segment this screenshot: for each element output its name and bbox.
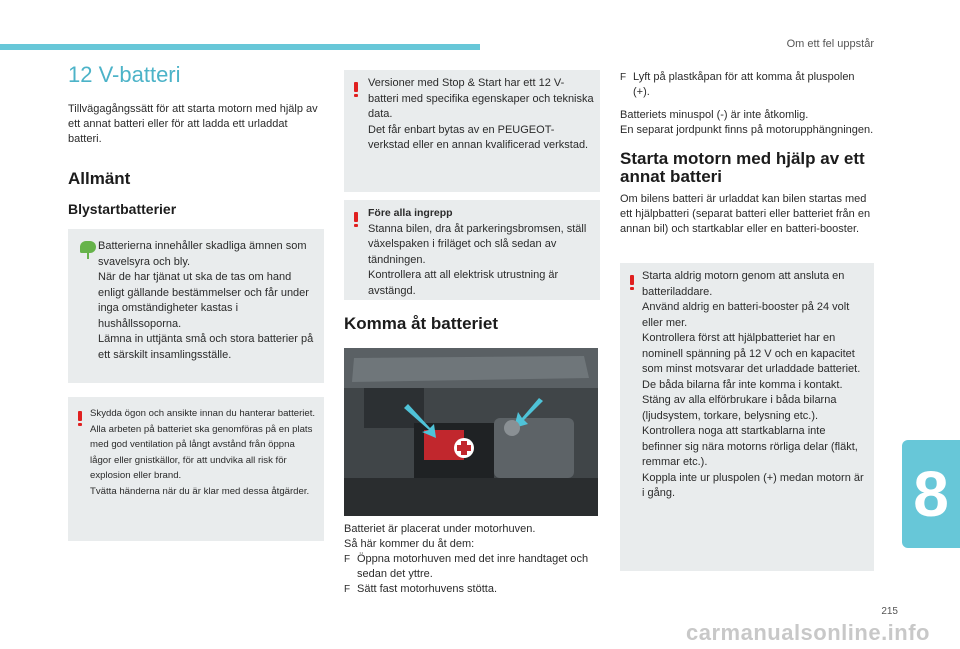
- bullet-bonnet-stay: Sätt fast motorhuvens stötta.: [357, 583, 498, 595]
- paragraph-jump-start: Om bilens batteri är urladdat kan bilen startas med ett hjälpbatteri (separat batteri eller batteriet från en annan bil) och startkablar eller en batteri-booster.: [620, 193, 871, 235]
- bullet-lift-cover: Lyft på plastkåpan för att komma åt pluspolen (+).: [633, 71, 855, 98]
- warning-jump-start-text: Starta aldrig motorn genom att ansluta en batteriladdare. Använd aldrig en batteri-booster på 24 volt eller mer. Kontrollera först att hjälpbatteriet har en nominell spänning på 12 V och en kapacitet som minst motsvarar det urladdade batteriet. De båda bilarna får inte komma i kontakt. Stäng av alla elförbrukare i båda bilarna (ljudsystem, torkare, belysning etc.). Kontrollera noga att startkablarna inte befinner sig nära motorns rörliga delar (fläkt, remmar etc.). Koppla inte ur pluspolen (+) medan motorn är i gång.: [642, 270, 864, 499]
- warning-before-text: Stanna bilen, dra åt parkeringsbromsen, ställ växelspaken i friläget och slå sedan av tändningen. Kontrollera att all elektrisk utrustning är avstängd.: [368, 222, 587, 297]
- warning-exclamation-icon: [354, 82, 358, 96]
- engine-bay-photo: [344, 348, 598, 516]
- warning-exclamation-icon: [630, 275, 634, 289]
- column-2: [344, 70, 600, 597]
- page-number: 215: [881, 606, 898, 617]
- environment-note-text: Batterierna innehåller skadliga ämnen som svavelsyra och bly. När de har tjänat ut ska de tas om hand enligt gällande bestämmelser och får under inga omständigheter kastas i hushållssoporna. Lämna in uttjänta små och stora batterier på ett särskilt insamlingsställe.: [98, 240, 314, 361]
- bullet-open-bonnet: Öppna motorhuven med det inre handtaget och sedan det yttre.: [357, 553, 589, 580]
- warning-box-stop-start: [344, 70, 600, 192]
- column-3: [620, 70, 874, 571]
- engine-bay-illustration: [344, 348, 598, 516]
- heading-lead-batteries: Blystartbatterier: [68, 201, 177, 217]
- bullet-marker: F: [344, 584, 351, 595]
- warning-box-before-intervention: [344, 200, 600, 300]
- warning-box-jump-start: [620, 263, 874, 571]
- warning-box-safety: [68, 397, 324, 541]
- warning-safety-text: Skydda ögon och ansikte innan du hanterar batteriet. Alla arbeten på batteriet ska genomföras på en plats med god ventilation på långt avstånd från öppna lågor eller gnistkällor, för att undvika all risk för explosion eller brand. Tvätta händerna när du är klar med dessa åtgärder.: [90, 408, 316, 497]
- recycle-tree-icon: [80, 241, 96, 259]
- caption-how-to: Så här kommer du åt dem:: [344, 538, 475, 550]
- heading-jump-start: Starta motorn med hjälp av ett annat batteri: [620, 149, 865, 186]
- section-header-title: Om ett fel uppstår: [786, 38, 874, 50]
- paragraph-negative-terminal: Batteriets minuspol (-) är inte åtkomlig. En separat jordpunkt finns på motorupphängningen.: [620, 109, 874, 136]
- page-title: 12 V-batteri: [68, 62, 181, 87]
- bullet-marker: F: [344, 554, 351, 565]
- caption-battery-location: Batteriet är placerat under motorhuven.: [344, 523, 536, 535]
- list-item: [620, 70, 874, 100]
- warning-stop-start-text: Versioner med Stop & Start har ett 12 V-batteri med specifika egenskaper och tekniska data. Det får enbart bytas av en PEUGEOT-verkstad eller en annan kvalificerad verkstad.: [368, 77, 594, 151]
- warning-before-title: Före alla ingrepp: [368, 207, 453, 219]
- watermark: carmanualsonline.info: [686, 620, 930, 645]
- intro-paragraph: Tillvägagångssätt för att starta motorn med hjälp av ett annat batteri eller för att ladda ett urladdat batteri.: [68, 103, 318, 145]
- bullet-marker: F: [620, 72, 627, 83]
- environment-note-box: [68, 229, 324, 383]
- list-item: [344, 552, 600, 582]
- chapter-tab: 8: [902, 440, 960, 548]
- heading-access-battery: Komma åt batteriet: [344, 314, 498, 333]
- warning-exclamation-icon: [354, 212, 358, 226]
- heading-general: Allmänt: [68, 169, 131, 188]
- column-1: [68, 62, 324, 541]
- header-accent-bar: [0, 44, 480, 50]
- list-item: [344, 582, 600, 597]
- warning-exclamation-icon: [78, 411, 82, 425]
